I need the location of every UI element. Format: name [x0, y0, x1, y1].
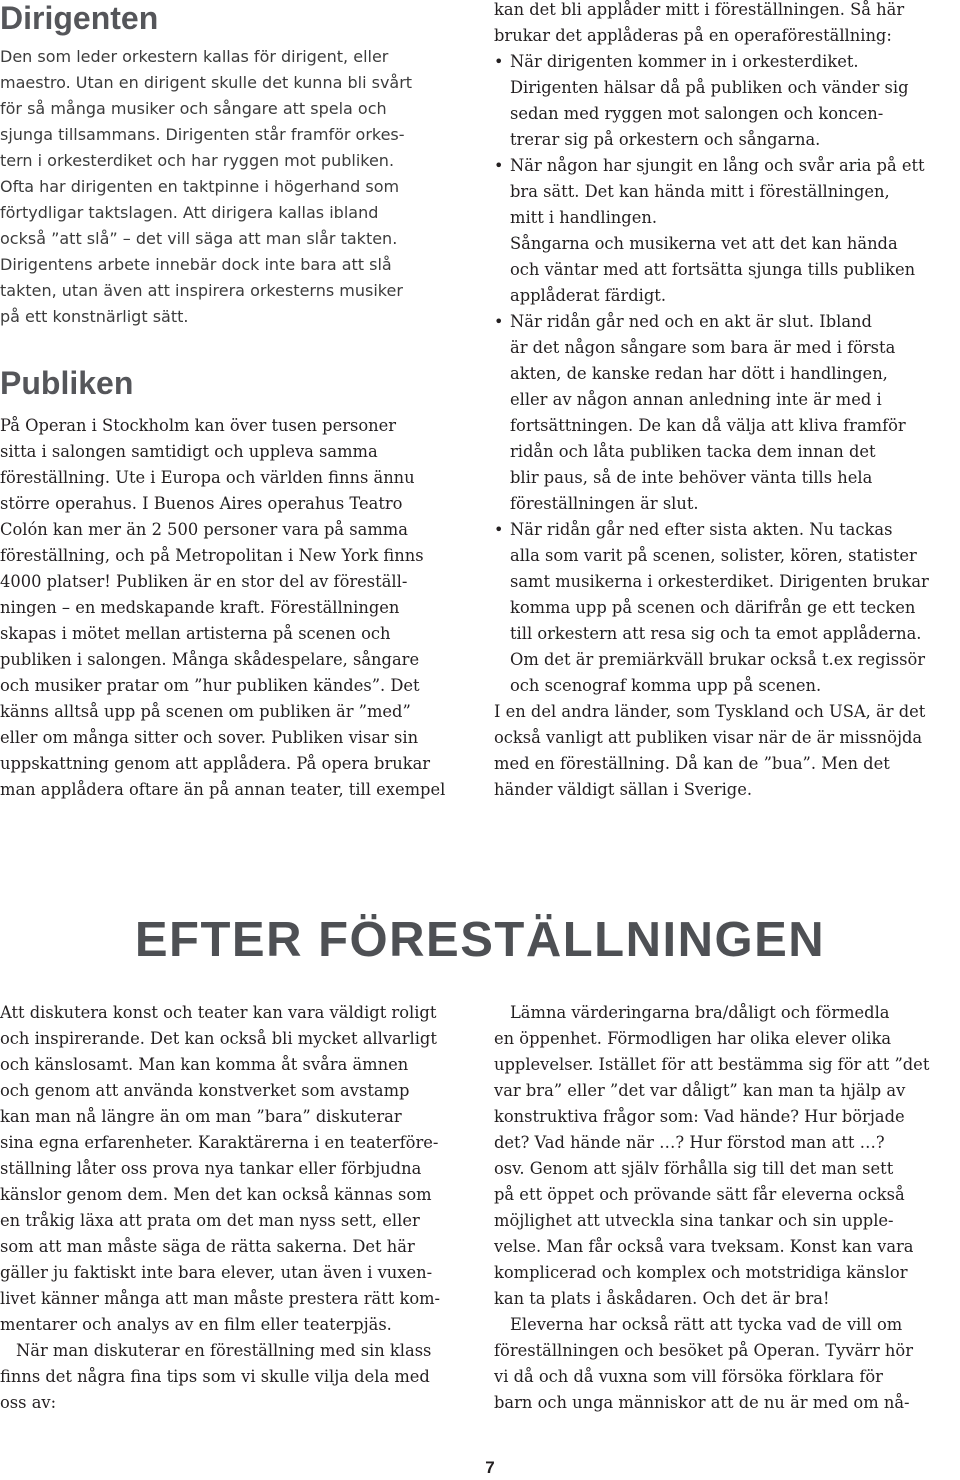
- text-line: ridån och låta publiken tacka dem innan det: [510, 442, 876, 461]
- text-line: ningen – en medskapande kraft. Föreställningen: [0, 598, 400, 617]
- text-line: och scenograf komma upp på scenen.: [510, 676, 822, 695]
- text-line: oss av:: [0, 1393, 57, 1412]
- bullet-marker: •: [494, 520, 504, 539]
- text-line: kan det bli applåder mitt i föreställningen. Så här: [494, 0, 905, 19]
- text-line: I en del andra länder, som Tyskland och USA, är det: [494, 702, 926, 721]
- text-line: vi då och då vuxna som vill försöka förklara för: [494, 1367, 883, 1386]
- text-line: När någon har sjungit en lång och svår aria på ett: [510, 156, 925, 175]
- text-line: föreställningen och besöket på Operan. Tyvärr hör: [494, 1341, 913, 1360]
- text-line: och väntar med att fortsätta sjunga tills publiken: [510, 260, 916, 279]
- text-line: tern i orkesterdiket och har ryggen mot publiken.: [0, 151, 395, 170]
- text-line: fortsättningen. De kan då välja att kliva framför: [510, 416, 906, 435]
- text-line: När dirigenten kommer in i orkesterdiket.: [510, 52, 859, 71]
- text-line: Om det är premiärkväll brukar också t.ex regissör: [510, 650, 926, 669]
- text-line: också vanligt att publiken visar när de är missnöjda: [494, 728, 923, 747]
- text-line: samt musikerna i orkesterdiket. Dirigenten brukar: [510, 572, 929, 591]
- text-line: med en föreställning. Då kan de ”bua”. Men det: [494, 754, 890, 773]
- bullet-item: [494, 49, 960, 153]
- text-line: alla som varit på scenen, solister, kören, statister: [510, 546, 917, 565]
- text-line: och musiker pratar om ”hur publiken kändes”. Det: [0, 676, 420, 695]
- bullet-list: [494, 49, 960, 699]
- text-line: komplicerad och komplex och motstridiga känslor: [494, 1263, 908, 1282]
- text-line: föreställning. Ute i Europa och världen finns ännu: [0, 468, 415, 487]
- left-column: [0, 0, 470, 803]
- text-line: upplevelser. Istället för att bestämma sig för att ”det: [494, 1055, 930, 1074]
- text-line: känslor genom dem. Men det kan också kännas som: [0, 1185, 432, 1204]
- text-line: livet känner många att man måste prestera rätt kom-: [0, 1289, 441, 1308]
- text-line: velse. Man får också vara tveksam. Konst kan vara: [494, 1237, 914, 1256]
- bullet-item: [494, 153, 960, 309]
- heading-dirigenten: Dirigenten: [0, 0, 159, 36]
- text-line: publiken i salongen. Många skådespelare, sångare: [0, 650, 420, 669]
- text-line: föreställningen är slut.: [510, 494, 699, 513]
- efter-right-column: [494, 1000, 960, 1416]
- text-line: föreställning, och på Metropolitan i New York finns: [0, 546, 424, 565]
- text-line: konstruktiva frågor som: Vad hände? Hur började: [494, 1107, 905, 1126]
- text-line: applåderat färdigt.: [510, 286, 667, 305]
- text-line: gäller ju faktiskt inte bara elever, utan även i vuxen-: [0, 1263, 433, 1282]
- right-column: [494, 0, 960, 803]
- text-line: kan ta plats i åskådaren. Och det är bra!: [494, 1289, 830, 1308]
- text-line: ställning låter oss prova nya tankar eller förbjudna: [0, 1159, 422, 1178]
- text-line: händer väldigt sällan i Sverige.: [494, 780, 753, 799]
- text-line: Lämna värderingarna bra/dåligt och förmedla: [510, 1003, 890, 1022]
- text-line: akten, de kanske redan har dött i handlingen,: [510, 364, 888, 383]
- text-line: uppskattning genom att applådera. På opera brukar: [0, 754, 431, 773]
- heading-publiken: Publiken: [0, 365, 134, 401]
- text-line: Colón kan mer än 2 500 personer vara på samma: [0, 520, 408, 539]
- text-line: När ridån går ned efter sista akten. Nu tackas: [510, 520, 893, 539]
- text-line: Att diskutera konst och teater kan vara väldigt roligt: [0, 1003, 437, 1022]
- text-line: När man diskuterar en föreställning med sin klass: [16, 1341, 432, 1360]
- text-line: sina egna erfarenheter. Karaktärerna i en teaterföre-: [0, 1133, 439, 1152]
- bullet-marker: •: [494, 52, 504, 71]
- text-line: skapas i mötet mellan artisterna på scenen och: [0, 624, 391, 643]
- text-line: eller av någon annan anledning inte är med i: [510, 390, 882, 409]
- text-line: det? Vad hände när …? Hur förstod man att …?: [494, 1133, 885, 1152]
- text-line: eller om många sitter och sover. Publiken visar sin: [0, 728, 419, 747]
- text-line: osv. Genom att själv förhålla sig till det man sett: [494, 1159, 894, 1178]
- text-line: Dirigentens arbete innebär dock inte bara att slå: [0, 255, 392, 274]
- text-line: På Operan i Stockholm kan över tusen personer: [0, 416, 397, 435]
- text-line: större operahus. I Buenos Aires operahus Teatro: [0, 494, 403, 513]
- publiken-body: [0, 413, 470, 803]
- text-line: känns alltså upp på scenen om publiken är ”med”: [0, 702, 411, 721]
- text-line: förtydligar taktslagen. Att dirigera kallas ibland: [0, 203, 379, 222]
- bullet-marker: •: [494, 156, 504, 175]
- text-line: på ett öppet och prövande sätt får eleverna också: [494, 1185, 905, 1204]
- bullet-marker: •: [494, 312, 504, 331]
- text-line: finns det några fina tips som vi skulle vilja dela med: [0, 1367, 430, 1386]
- text-line: också ”att slå” – det vill säga att man slår takten.: [0, 229, 398, 248]
- dirigenten-body: [0, 44, 470, 330]
- text-line: till orkestern att resa sig och ta emot applåderna.: [510, 624, 922, 643]
- text-line: och inspirerande. Det kan också bli mycket allvarligt: [0, 1029, 437, 1048]
- text-line: och känslosamt. Man kan komma åt svåra ämnen: [0, 1055, 409, 1074]
- text-line: sjunga tillsammans. Dirigenten står framför orkes-: [0, 125, 405, 144]
- text-line: möjlighet att utveckla sina tankar och sin upple-: [494, 1211, 894, 1230]
- text-line: barn och unga människor att de nu är med om nå-: [494, 1393, 910, 1412]
- text-line: sitta i salongen samtidigt och uppleva samma: [0, 442, 378, 461]
- text-line: för så många musiker och sångare att spela och: [0, 99, 387, 118]
- text-line: Den som leder orkestern kallas för dirigent, eller: [0, 47, 389, 66]
- text-line: en öppenhet. Förmodligen har olika elever olika: [494, 1029, 892, 1048]
- text-line: blir paus, så de inte behöver vänta tills hela: [510, 468, 873, 487]
- text-line: bra sätt. Det kan hända mitt i föreställningen,: [510, 182, 890, 201]
- text-line: en tråkig läxa att prata om det man nyss sett, eller: [0, 1211, 420, 1230]
- text-line: Sångarna och musikerna vet att det kan hända: [510, 234, 898, 253]
- text-line: När ridån går ned och en akt är slut. Ibland: [510, 312, 872, 331]
- text-line: 4000 platser! Publiken är en stor del av föreställ-: [0, 572, 408, 591]
- text-line: mentarer och analys av en film eller teaterpjäs.: [0, 1315, 392, 1334]
- text-line: på ett konstnärligt sätt.: [0, 307, 189, 326]
- text-line: man applådera oftare än på annan teater, till exempel: [0, 780, 446, 799]
- heading-efter-forestallningen: EFTER FÖRESTÄLLNINGEN: [134, 913, 826, 967]
- text-line: mitt i handlingen.: [510, 208, 658, 227]
- text-line: Dirigenten hälsar då på publiken och vänder sig: [510, 78, 909, 97]
- text-line: är det någon sångare som bara är med i första: [510, 338, 896, 357]
- text-line: trerar sig på orkestern och sångarna.: [510, 130, 821, 149]
- text-line: sedan med ryggen mot salongen och koncen-: [510, 104, 884, 123]
- text-line: Ofta har dirigenten en taktpinne i högerhand som: [0, 177, 400, 196]
- text-line: som att man måste säga de rätta sakerna. Det här: [0, 1237, 415, 1256]
- page-number: 7: [485, 1458, 495, 1477]
- bullet-item: [494, 517, 960, 699]
- text-line: Eleverna har också rätt att tycka vad de vill om: [510, 1315, 903, 1334]
- text-line: var bra” eller ”det var dåligt” kan man ta hjälp av: [494, 1081, 906, 1100]
- efter-left-column: [0, 1000, 470, 1416]
- text-line: brukar det applåderas på en operaföreställning:: [494, 26, 892, 45]
- text-line: kan man nå längre än om man ”bara” diskuterar: [0, 1107, 402, 1126]
- text-line: komma upp på scenen och därifrån ge ett tecken: [510, 598, 916, 617]
- text-line: och genom att använda konstverket som avstamp: [0, 1081, 410, 1100]
- text-line: maestro. Utan en dirigent skulle det kunna bli svårt: [0, 73, 413, 92]
- bullet-item: [494, 309, 960, 517]
- text-line: takten, utan även att inspirera orkesterns musiker: [0, 281, 403, 300]
